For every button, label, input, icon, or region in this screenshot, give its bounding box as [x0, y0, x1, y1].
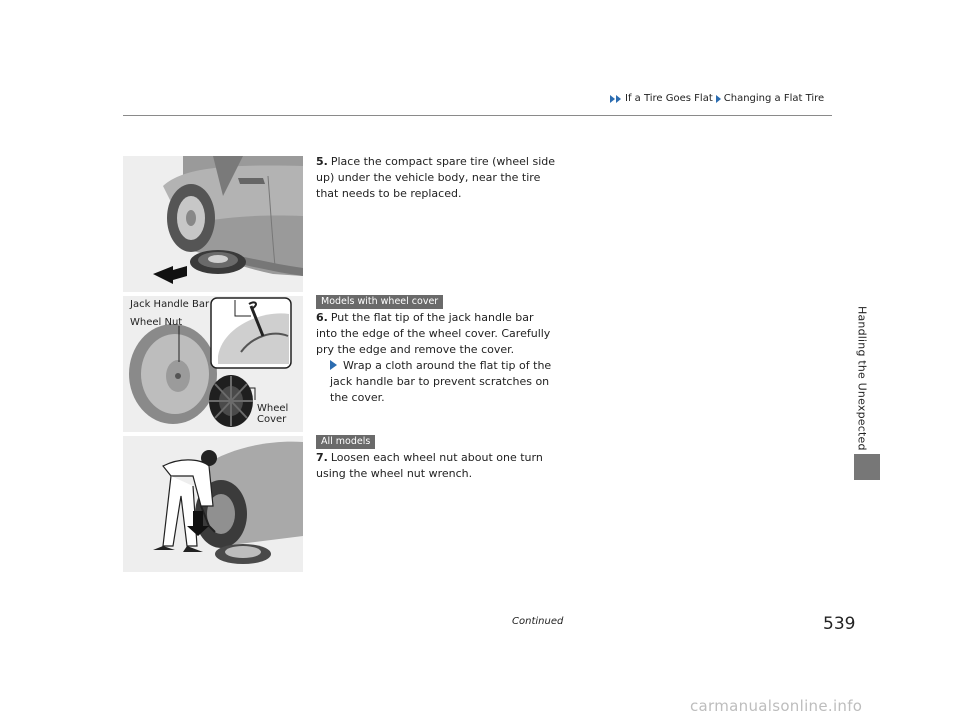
- model-badge: Models with wheel cover: [316, 295, 443, 309]
- note-text: Wrap a cloth around the flat tip of the jack handle bar to prevent scratches on the cover.: [330, 359, 552, 404]
- loosen-wheel-nuts-illustration: [123, 436, 303, 572]
- section-side-tab: [852, 305, 872, 451]
- wheel-cover-label-1: Wheel: [257, 403, 289, 414]
- spare-tire-placement-illustration: [123, 156, 303, 292]
- arrow-icon: [330, 360, 337, 370]
- breadcrumb-item[interactable]: If a Tire Goes Flat: [625, 93, 713, 104]
- step-text: Put the flat tip of the jack handle bar into the edge of the wheel cover. Carefully pry the edge and remove the cover.: [316, 311, 551, 356]
- step-5: [316, 154, 556, 202]
- step-7: [316, 450, 556, 482]
- step-number: 5.: [316, 155, 328, 168]
- step-number: 7.: [316, 451, 328, 464]
- section-label: Handling the Unexpected: [855, 305, 869, 451]
- jack-handle-bar-label: Jack Handle Bar: [130, 299, 210, 310]
- model-badge: All models: [316, 435, 375, 449]
- step-text: Place the compact spare tire (wheel side up) under the vehicle body, near the tire that needs to be replaced.: [316, 155, 556, 200]
- step-text: Loosen each wheel nut about one turn using the wheel nut wrench.: [316, 451, 543, 480]
- continued-label: Continued: [512, 616, 564, 627]
- breadcrumb: [610, 93, 824, 104]
- step-number: 6.: [316, 311, 328, 324]
- page-number: 539: [823, 614, 856, 634]
- breadcrumb-item[interactable]: Changing a Flat Tire: [723, 93, 825, 104]
- wheel-cover-label-2: Cover: [257, 414, 287, 425]
- step-6: [316, 310, 556, 358]
- step-6-note: [330, 358, 555, 406]
- wheel-nut-label: Wheel Nut: [130, 317, 183, 328]
- section-marker: [854, 454, 880, 480]
- watermark: carmanualsonline.info: [690, 697, 863, 715]
- double-arrow-icon: [610, 95, 622, 103]
- arrow-icon: [716, 95, 721, 103]
- header-rule: [123, 115, 832, 116]
